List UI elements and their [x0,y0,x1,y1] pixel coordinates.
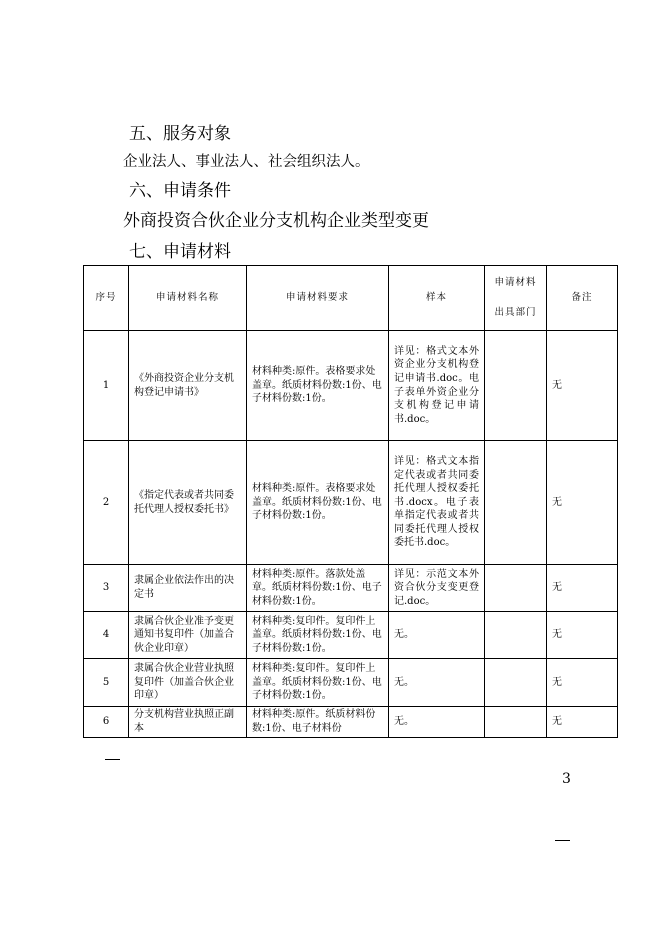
row-issuer [485,707,547,738]
header-material-name: 申请材料名称 [129,266,247,331]
header-note: 备注 [547,266,618,331]
row-note: 无 [547,707,618,738]
row-material-requirement: 材料种类:原件。表格要求处盖章。纸质材料份数:1份、电子材料份数:1份。 [247,441,389,565]
row-sample: 无。 [389,659,485,707]
row-material-name: 《指定代表或者共同委托代理人授权委托书》 [129,441,247,565]
row-material-name: 分支机构营业执照正副本 [129,707,247,738]
page-number: 3 [562,771,571,787]
footer-dash-right [555,840,570,841]
row-material-requirement: 材料种类:原件。落款处盖章。纸质材料份数:1份、电子材料份数:1份。 [247,565,389,612]
row-seq: 2 [84,441,129,565]
row-material-requirement: 材料种类:原件。纸质材料份数:1份、电子材料份 [247,707,389,738]
footer-dash-left [105,759,120,760]
row-issuer [485,331,547,441]
table-row [84,441,618,565]
section-heading-conditions: 六、申请条件 [129,181,231,201]
row-seq: 3 [84,565,129,612]
table-header-row [84,266,618,331]
section-heading-service: 五、服务对象 [129,124,231,144]
row-material-requirement: 材料种类:复印件。复印件上盖章。纸质材料份数:1份、电子材料份数:1份。 [247,659,389,707]
row-material-requirement: 材料种类:原件。表格要求处盖章。纸质材料份数:1份、电子材料份数:1份。 [247,331,389,441]
row-issuer [485,612,547,659]
row-issuer [485,659,547,707]
row-note: 无 [547,441,618,565]
row-material-name: 《外商投资企业分支机构登记申请书》 [129,331,247,441]
header-seq: 序号 [84,266,129,331]
row-seq: 5 [84,659,129,707]
row-sample: 无。 [389,612,485,659]
table-row [84,707,618,738]
row-material-name: 隶属合伙企业准予变更通知书复印件（加盖合伙企业印章） [129,612,247,659]
conditions-text: 外商投资合伙企业分支机构企业类型变更 [123,211,429,231]
row-seq: 1 [84,331,129,441]
row-note: 无 [547,565,618,612]
row-material-name: 隶属合伙企业营业执照复印件（加盖合伙企业印章） [129,659,247,707]
table-row [84,331,618,441]
row-issuer [485,565,547,612]
row-seq: 6 [84,707,129,738]
table-row [84,565,618,612]
row-sample: 无。 [389,707,485,738]
row-note: 无 [547,612,618,659]
row-sample: 详见：示范文本外资合伙分支变更登记.doc。 [389,565,485,612]
row-note: 无 [547,659,618,707]
row-sample: 详见：格式文本外资企业分支机构登记申请书.doc。电子表单外资企业分支机构登记申请书.doc。 [389,331,485,441]
row-material-requirement: 材料种类:复印件。复印件上盖章。纸质材料份数:1份、电子材料份数:1份。 [247,612,389,659]
table-row [84,659,618,707]
header-issuer-line1: 申请材料 [494,277,537,288]
row-seq: 4 [84,612,129,659]
service-target-text: 企业法人、事业法人、社会组织法人。 [123,154,370,170]
header-material-requirement: 申请材料要求 [247,266,389,331]
row-issuer [485,441,547,565]
header-sample: 样本 [389,266,485,331]
row-sample: 详见：格式文本指定代表或者共同委托代理人授权委托书.docx。电子表单指定代表或者共同委托代理人授权委托书.doc。 [389,441,485,565]
section-heading-materials: 七、申请材料 [129,242,231,262]
table-row [84,612,618,659]
row-note: 无 [547,331,618,441]
header-issuing-department [485,266,547,331]
header-issuer-line2: 出具部门 [494,307,537,318]
materials-table [83,265,618,738]
row-material-name: 隶属企业依法作出的决定书 [129,565,247,612]
